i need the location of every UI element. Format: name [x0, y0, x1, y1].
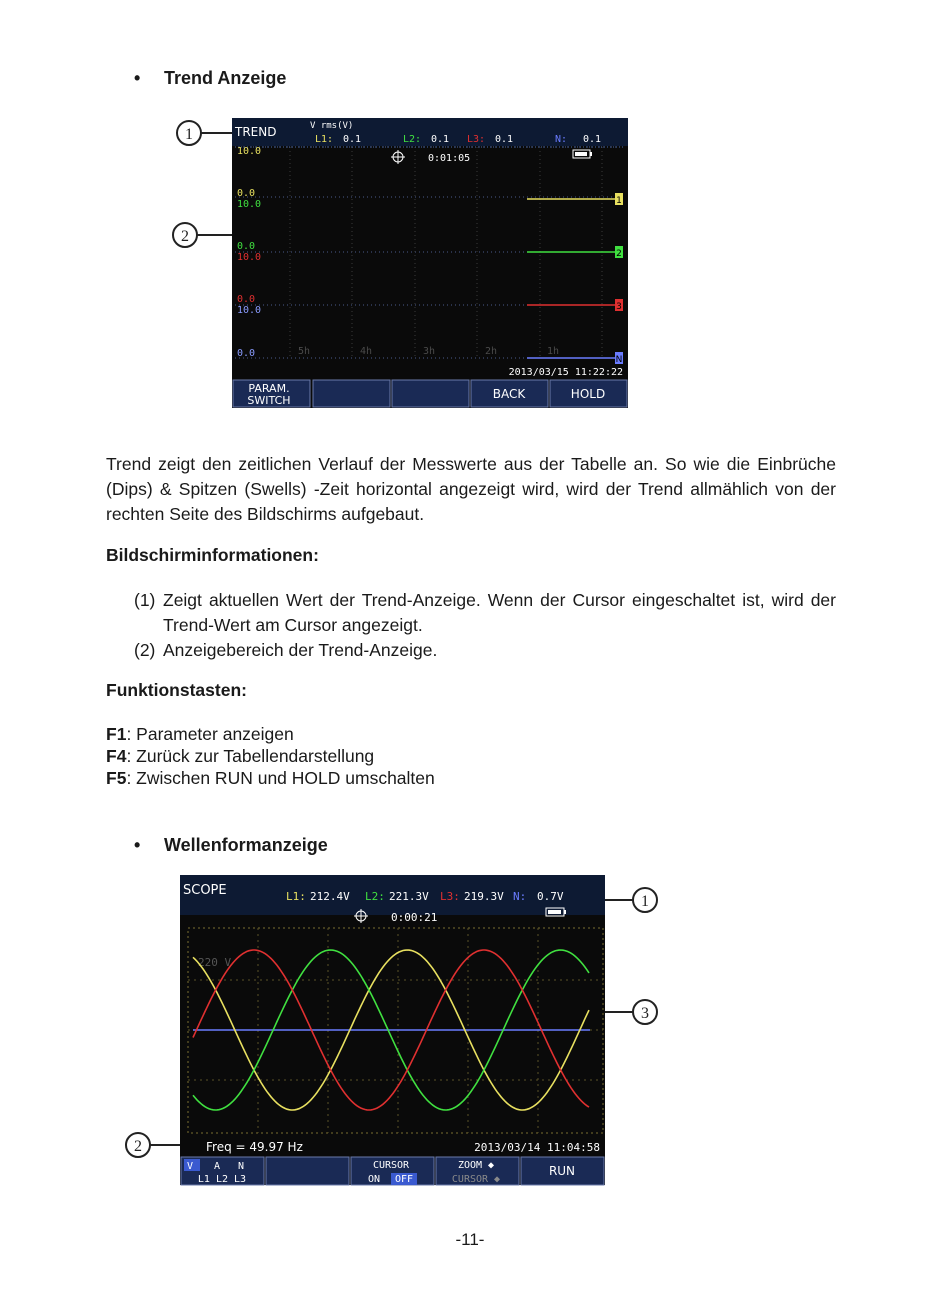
softkey-label: SWITCH [247, 394, 291, 407]
svg-text:2: 2 [134, 1138, 142, 1155]
scope-reading-value: 219.3V [464, 890, 504, 903]
trend-scale-bottom: 0.0 [237, 348, 256, 359]
scope-reading-value: 0.7V [537, 890, 564, 903]
section-title-wellenform: Wellenformanzeige [164, 835, 328, 855]
trend-reading-label: L1: [315, 134, 334, 145]
svg-text:3: 3 [641, 1005, 649, 1022]
softkey-label: ON [367, 1174, 381, 1185]
softkey-label: HOLD [570, 387, 606, 401]
trend-reading-value: 0.1 [431, 134, 450, 145]
softkey-label: L1 L2 L3 [197, 1174, 247, 1185]
scope-frequency: Freq = 49.97 Hz [206, 1140, 303, 1154]
softkey-label: BACK [492, 387, 526, 401]
trend-time-tick: 1h [547, 346, 560, 357]
svg-text:1: 1 [641, 893, 649, 910]
trend-scale-bottom: 0.0 [237, 241, 256, 252]
key-description: : Zwischen RUN und HOLD umschalten [126, 768, 435, 788]
bullet-icon: • [134, 835, 141, 855]
softkey-label: CURSOR ◆ [451, 1174, 501, 1185]
item-number: (2) [134, 640, 156, 660]
trend-mode-label: TREND [235, 125, 277, 139]
trend-reading-value: 0.1 [583, 134, 602, 145]
scope-softkey-2[interactable] [266, 1157, 349, 1185]
callout-2 [126, 1133, 180, 1157]
screen-info-heading: Bildschirminformationen: [106, 545, 319, 565]
trend-scale-top: 10.0 [237, 305, 262, 316]
trend-marker-label: 2 [616, 249, 622, 259]
trend-description: Trend zeigt den zeitlichen Verlauf der Messwerte aus der Tabelle an. So wie die Einbrüche (Dips) & Spitzen (Swells) -Zeit horizontal angezeigt wird, wird der Trend allmählich von der rechten Seite des Bildschirms aufgebaut. [106, 454, 836, 524]
scope-softkeys [181, 1157, 604, 1185]
scope-reading-value: 212.4V [310, 890, 350, 903]
softkey-label: RUN [548, 1164, 576, 1178]
screen-info-item-1 [134, 588, 836, 638]
trend-reading-label: L2: [403, 134, 422, 145]
trend-time-tick: 3h [423, 346, 436, 357]
scope-reading-label: L3: [440, 890, 460, 903]
key-label: F4 [106, 746, 127, 766]
page-number: -11- [455, 1230, 485, 1249]
function-keys-heading: Funktionstasten: [106, 680, 247, 700]
svg-text:1: 1 [185, 126, 193, 143]
trend-scale-top: 10.0 [237, 252, 262, 263]
trend-scale-top: 10.0 [237, 199, 262, 210]
softkey-label: CURSOR [372, 1160, 410, 1171]
trend-timer: 0:01:05 [428, 153, 471, 164]
scope-screen-figure [118, 870, 678, 1190]
trend-marker-label: 3 [616, 302, 622, 312]
trend-scale-bottom: 0.0 [237, 188, 256, 199]
function-key-f5 [106, 768, 435, 789]
key-description: : Parameter anzeigen [126, 724, 294, 744]
trend-time-tick: 5h [298, 346, 311, 357]
bullet-icon: • [134, 68, 141, 88]
key-label: F5 [106, 768, 127, 788]
key-label: F1 [106, 724, 127, 744]
softkey-label: ZOOM ◆ [457, 1160, 495, 1171]
item-text: Zeigt aktuellen Wert der Trend-Anzeige. Wenn der Cursor eingeschaltet ist, wird der Trend-Wert am Cursor angezeigt. [163, 590, 836, 635]
scope-reading-value: 221.3V [389, 890, 429, 903]
screen-info-item-2 [134, 638, 836, 663]
softkey-label: PARAM. [248, 382, 290, 395]
trend-softkeys [233, 380, 627, 407]
scope-reading-label: L1: [286, 890, 306, 903]
softkey-label: A [213, 1161, 221, 1172]
softkey-label: N [237, 1161, 245, 1172]
scope-reading-label: L2: [365, 890, 385, 903]
key-description: : Zurück zur Tabellendarstellung [126, 746, 375, 766]
scope-reading-label: N: [513, 890, 527, 903]
trend-marker-label: N [615, 355, 623, 365]
callout-2 [173, 223, 232, 247]
function-key-f4 [106, 746, 374, 767]
callout-1 [605, 888, 657, 912]
softkey-label: OFF [394, 1174, 414, 1185]
trend-reading-label: N: [555, 134, 568, 145]
trend-marker-label: 1 [616, 196, 622, 206]
scope-mode-label: SCOPE [183, 883, 227, 898]
trend-time-tick: 2h [485, 346, 498, 357]
trend-screen-figure [165, 112, 635, 412]
section-title-trend: Trend Anzeige [164, 68, 287, 88]
scope-readings [286, 890, 564, 903]
scope-scale-label: 220 V [198, 956, 232, 969]
function-key-f1 [106, 724, 294, 745]
trend-reading-label: L3: [467, 134, 486, 145]
scope-timer: 0:00:21 [391, 911, 438, 924]
trend-reading-value: 0.1 [343, 134, 362, 145]
svg-text:2: 2 [181, 228, 189, 245]
item-number: (1) [134, 590, 156, 610]
trend-softkey-3[interactable] [392, 380, 469, 407]
scope-datetime: 2013/03/14 11:04:58 [474, 1141, 600, 1154]
callout-1 [177, 121, 232, 145]
trend-datetime: 2013/03/15 11:22:22 [508, 367, 623, 378]
trend-softkey-2[interactable] [313, 380, 390, 407]
item-text: Anzeigebereich der Trend-Anzeige. [163, 640, 438, 660]
trend-scale-bottom: 0.0 [237, 294, 256, 305]
trend-time-tick: 4h [360, 346, 373, 357]
trend-reading-value: 0.1 [495, 134, 514, 145]
softkey-label: V [186, 1161, 194, 1172]
trend-scale-top: 10.0 [237, 146, 262, 157]
trend-unit-label: V rms(V) [310, 121, 354, 131]
callout-3 [605, 1000, 657, 1024]
